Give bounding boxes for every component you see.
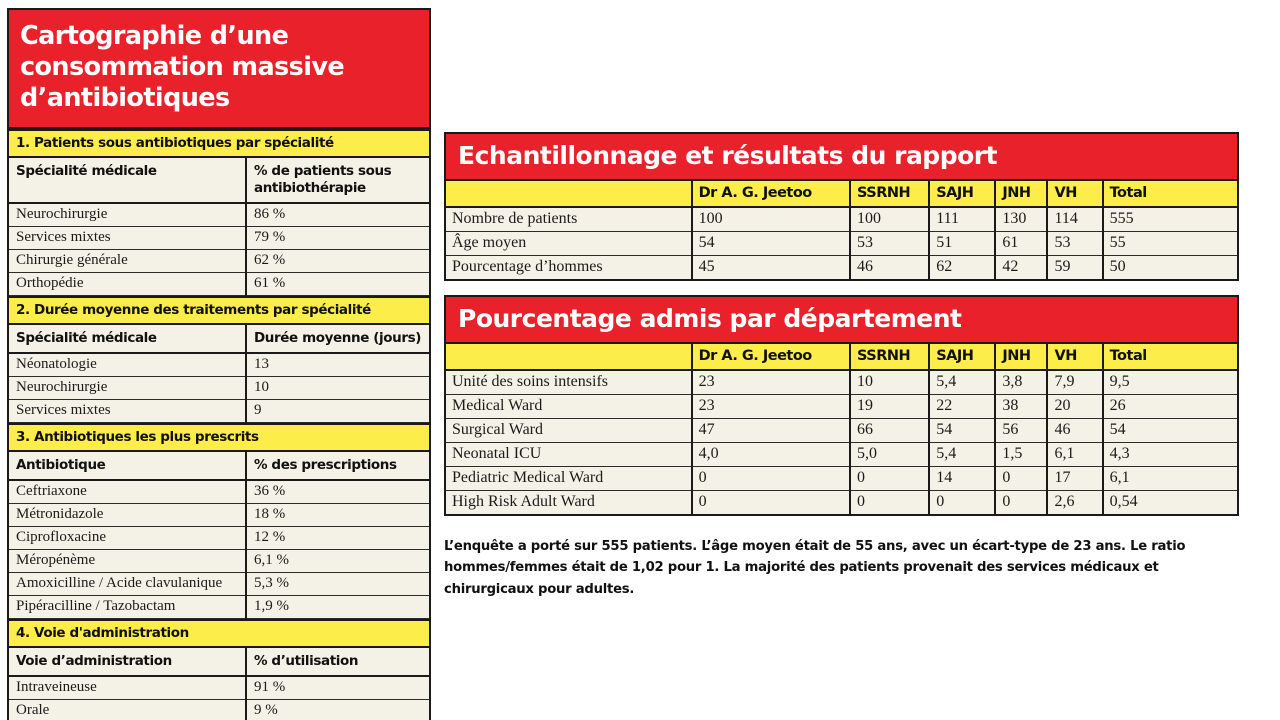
table-cell: Pediatric Medical Ward bbox=[445, 467, 692, 491]
column-header-cell bbox=[445, 181, 692, 207]
table-cell: 59 bbox=[1047, 256, 1102, 281]
table-row bbox=[445, 491, 1238, 516]
section-heading: 4. Voie d'administration bbox=[9, 620, 429, 647]
table-cell: 100 bbox=[850, 207, 929, 232]
sampling-table-body bbox=[445, 207, 1238, 280]
table-cell: 13 bbox=[246, 353, 429, 377]
table-cell: 19 bbox=[850, 395, 929, 419]
table-cell: 61 % bbox=[246, 272, 429, 295]
table-cell: 130 bbox=[995, 207, 1047, 232]
table-cell: 54 bbox=[1103, 419, 1238, 443]
table-cell: 10 bbox=[850, 370, 929, 395]
column-header-cell: SAJH bbox=[929, 344, 995, 370]
table-cell: 53 bbox=[850, 232, 929, 256]
table-cell: 20 bbox=[1047, 395, 1102, 419]
table-cell: Neonatal ICU bbox=[445, 443, 692, 467]
table-cell: Orale bbox=[9, 700, 246, 720]
section-heading: 2. Durée moyenne des traitements par spécialité bbox=[9, 297, 429, 324]
column-header-cell: JNH bbox=[995, 344, 1047, 370]
column-header-cell: Total bbox=[1103, 181, 1238, 207]
table-cell: 5,0 bbox=[850, 443, 929, 467]
table-cell: Pipéracilline / Tazobactam bbox=[9, 596, 246, 619]
table-cell: 66 bbox=[850, 419, 929, 443]
section-heading-row bbox=[9, 130, 429, 157]
table-cell: Méropénème bbox=[9, 550, 246, 573]
column-header-cell: Dr A. G. Jeetoo bbox=[692, 181, 850, 207]
column-header-row bbox=[9, 647, 429, 676]
table-cell: 9 bbox=[246, 399, 429, 422]
table-cell: 5,4 bbox=[929, 370, 995, 395]
column-header-row bbox=[9, 324, 429, 353]
table-row bbox=[9, 399, 429, 422]
table-cell: 2,6 bbox=[1047, 491, 1102, 516]
table-cell: 0,54 bbox=[1103, 491, 1238, 516]
table-cell: Unité des soins intensifs bbox=[445, 370, 692, 395]
table-cell: 61 bbox=[995, 232, 1047, 256]
table-cell: 14 bbox=[929, 467, 995, 491]
table-cell: 79 % bbox=[246, 226, 429, 249]
table-row bbox=[445, 232, 1238, 256]
table-cell: 23 bbox=[692, 395, 850, 419]
table-cell: 1,5 bbox=[995, 443, 1047, 467]
table-cell: 100 bbox=[692, 207, 850, 232]
column-header-row bbox=[9, 451, 429, 480]
main-title: Cartographie d’une consommation massive d’antibiotiques bbox=[9, 10, 429, 129]
left-sections-container bbox=[9, 129, 429, 720]
table-row bbox=[9, 596, 429, 619]
table-cell: 7,9 bbox=[1047, 370, 1102, 395]
section-spacer bbox=[444, 281, 1239, 295]
table-cell: 51 bbox=[929, 232, 995, 256]
table-cell: Medical Ward bbox=[445, 395, 692, 419]
table-cell: 36 % bbox=[246, 480, 429, 504]
table-row bbox=[9, 353, 429, 377]
table-cell: 62 % bbox=[246, 249, 429, 272]
table-cell: 4,3 bbox=[1103, 443, 1238, 467]
table-cell: 0 bbox=[995, 467, 1047, 491]
table-row bbox=[9, 527, 429, 550]
table-cell: 3,8 bbox=[995, 370, 1047, 395]
table-cell: 54 bbox=[692, 232, 850, 256]
table-row bbox=[9, 376, 429, 399]
column-header-cell: Antibiotique bbox=[9, 451, 246, 480]
left-section-table bbox=[9, 296, 429, 423]
table-cell: 38 bbox=[995, 395, 1047, 419]
column-header-row bbox=[9, 157, 429, 202]
table-cell: Ciprofloxacine bbox=[9, 527, 246, 550]
table-row bbox=[445, 395, 1238, 419]
column-header-cell: % des prescriptions bbox=[246, 451, 429, 480]
table-cell: 54 bbox=[929, 419, 995, 443]
footnote-text: L’enquête a porté sur 555 patients. L’âge moyen était de 55 ans, avec un écart-type de 23 ans. Le ratio hommes/femmes était de 1,02 pour 1. La majorité des patients provenait des services médicaux et chirurgicaux pour adultes. bbox=[444, 539, 1186, 597]
table-cell: 26 bbox=[1103, 395, 1238, 419]
table-cell: Néonatologie bbox=[9, 353, 246, 377]
table-row bbox=[9, 676, 429, 700]
table-cell: 5,4 bbox=[929, 443, 995, 467]
table-row bbox=[9, 226, 429, 249]
column-header-cell bbox=[445, 344, 692, 370]
column-header-cell: Durée moyenne (jours) bbox=[246, 324, 429, 353]
table-cell: 10 bbox=[246, 376, 429, 399]
table-row bbox=[445, 443, 1238, 467]
column-header-cell: VH bbox=[1047, 181, 1102, 207]
table-cell: 47 bbox=[692, 419, 850, 443]
left-panel bbox=[7, 8, 431, 720]
table-cell: 91 % bbox=[246, 676, 429, 700]
table-cell: 22 bbox=[929, 395, 995, 419]
admissions-table-body bbox=[445, 370, 1238, 515]
table-row bbox=[445, 467, 1238, 491]
table-cell: Métronidazole bbox=[9, 504, 246, 527]
table-cell: 6,1 bbox=[1047, 443, 1102, 467]
table-row bbox=[445, 207, 1238, 232]
table-cell: High Risk Adult Ward bbox=[445, 491, 692, 516]
table-cell: 4,0 bbox=[692, 443, 850, 467]
sampling-table bbox=[444, 181, 1239, 281]
table-cell: 111 bbox=[929, 207, 995, 232]
column-header-cell: VH bbox=[1047, 344, 1102, 370]
section-heading-row bbox=[9, 424, 429, 451]
table-row bbox=[9, 480, 429, 504]
table-cell: Services mixtes bbox=[9, 399, 246, 422]
table-row bbox=[9, 700, 429, 720]
column-header-cell: Spécialité médicale bbox=[9, 324, 246, 353]
column-header-cell: Total bbox=[1103, 344, 1238, 370]
admissions-table bbox=[444, 344, 1239, 516]
table-cell: Chirurgie générale bbox=[9, 249, 246, 272]
table-cell: Intraveineuse bbox=[9, 676, 246, 700]
table-cell: Amoxicilline / Acide clavulanique bbox=[9, 573, 246, 596]
table-row bbox=[9, 249, 429, 272]
table-cell: 9,5 bbox=[1103, 370, 1238, 395]
table-cell: 62 bbox=[929, 256, 995, 281]
table-cell: Âge moyen bbox=[445, 232, 692, 256]
table-cell: 56 bbox=[995, 419, 1047, 443]
column-header-cell: Voie d’administration bbox=[9, 647, 246, 676]
column-header-cell: % de patients sous antibiothérapie bbox=[246, 157, 429, 202]
table-row bbox=[9, 573, 429, 596]
table-cell: 12 % bbox=[246, 527, 429, 550]
table-cell: 1,9 % bbox=[246, 596, 429, 619]
table-cell: Nombre de patients bbox=[445, 207, 692, 232]
section-heading: 3. Antibiotiques les plus prescrits bbox=[9, 424, 429, 451]
table-row bbox=[445, 419, 1238, 443]
table-cell: 555 bbox=[1103, 207, 1238, 232]
table-cell: 45 bbox=[692, 256, 850, 281]
table-cell: 0 bbox=[850, 491, 929, 516]
column-header-cell: JNH bbox=[995, 181, 1047, 207]
sampling-table-header bbox=[445, 181, 1238, 207]
table-row bbox=[9, 504, 429, 527]
sampling-banner: Echantillonnage et résultats du rapport bbox=[444, 132, 1239, 181]
table-row bbox=[9, 272, 429, 295]
left-section-table bbox=[9, 129, 429, 295]
table-header-row bbox=[445, 344, 1238, 370]
table-row bbox=[9, 203, 429, 227]
table-row bbox=[9, 550, 429, 573]
table-cell: Neurochirurgie bbox=[9, 203, 246, 227]
right-column bbox=[444, 132, 1239, 600]
table-cell: Neurochirurgie bbox=[9, 376, 246, 399]
section-heading: 1. Patients sous antibiotiques par spécialité bbox=[9, 130, 429, 157]
table-cell: 42 bbox=[995, 256, 1047, 281]
table-cell: 46 bbox=[1047, 419, 1102, 443]
column-header-cell: SSRNH bbox=[850, 181, 929, 207]
table-cell: 55 bbox=[1103, 232, 1238, 256]
table-cell: Services mixtes bbox=[9, 226, 246, 249]
table-cell: 6,1 % bbox=[246, 550, 429, 573]
table-cell: 17 bbox=[1047, 467, 1102, 491]
table-cell: 46 bbox=[850, 256, 929, 281]
table-cell: 86 % bbox=[246, 203, 429, 227]
table-cell: Ceftriaxone bbox=[9, 480, 246, 504]
section-heading-row bbox=[9, 297, 429, 324]
table-header-row bbox=[445, 181, 1238, 207]
table-cell: 6,1 bbox=[1103, 467, 1238, 491]
table-cell: 53 bbox=[1047, 232, 1102, 256]
table-row bbox=[445, 256, 1238, 281]
table-row bbox=[445, 370, 1238, 395]
admissions-table-header bbox=[445, 344, 1238, 370]
table-cell: 114 bbox=[1047, 207, 1102, 232]
table-cell: 5,3 % bbox=[246, 573, 429, 596]
column-header-cell: SSRNH bbox=[850, 344, 929, 370]
left-section-table bbox=[9, 619, 429, 720]
table-cell: Pourcentage d’hommes bbox=[445, 256, 692, 281]
admissions-banner: Pourcentage admis par département bbox=[444, 295, 1239, 344]
table-cell: 0 bbox=[692, 491, 850, 516]
section-heading-row bbox=[9, 620, 429, 647]
column-header-cell: Spécialité médicale bbox=[9, 157, 246, 202]
table-cell: 0 bbox=[929, 491, 995, 516]
left-section-table bbox=[9, 423, 429, 619]
column-header-cell: % d’utilisation bbox=[246, 647, 429, 676]
table-cell: 23 bbox=[692, 370, 850, 395]
table-cell: 9 % bbox=[246, 700, 429, 720]
table-cell: 18 % bbox=[246, 504, 429, 527]
table-cell: 0 bbox=[692, 467, 850, 491]
column-header-cell: SAJH bbox=[929, 181, 995, 207]
table-cell: Orthopédie bbox=[9, 272, 246, 295]
table-cell: Surgical Ward bbox=[445, 419, 692, 443]
table-cell: 0 bbox=[995, 491, 1047, 516]
table-cell: 50 bbox=[1103, 256, 1238, 281]
table-cell: 0 bbox=[850, 467, 929, 491]
column-header-cell: Dr A. G. Jeetoo bbox=[692, 344, 850, 370]
